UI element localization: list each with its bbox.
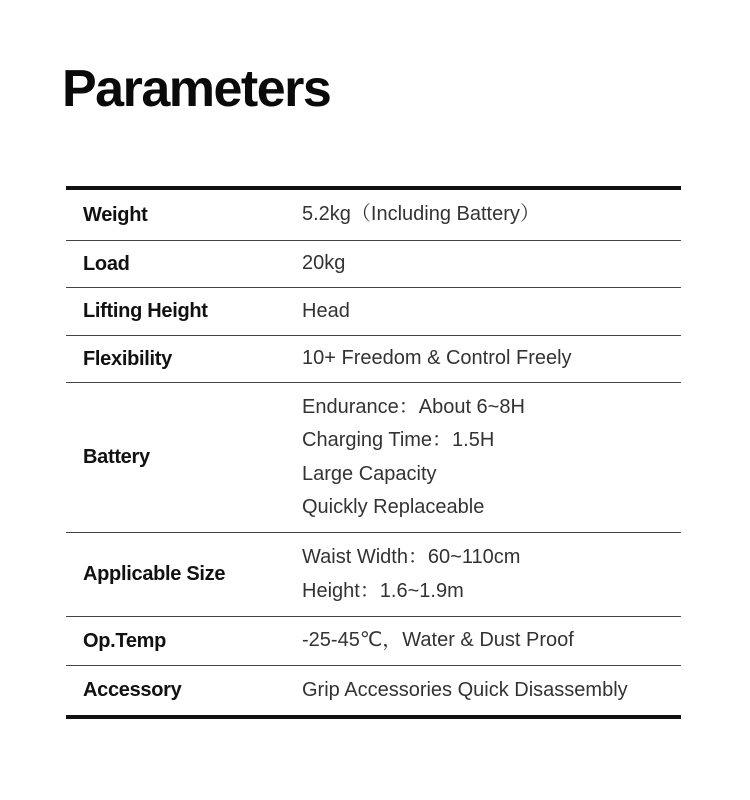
value-line: -25-45℃，Water & Dust Proof [302,629,574,652]
value-line: 20kg [302,252,346,275]
value-line: Head [302,299,350,322]
row-label-applicable-size: Applicable Size [83,563,226,585]
value-line: Grip Accessories Quick Disassembly [302,678,628,701]
row-values-accessory [302,674,681,708]
row-values-op-temp [302,624,681,658]
parameters-table [66,186,681,719]
value-line: Endurance：About 6~8H [302,395,525,418]
row-label-lifting-height: Lifting Height [83,300,208,322]
row-label-load: Load [83,252,130,275]
row-label-battery: Battery [83,446,150,468]
row-values-flexibility [302,342,681,376]
row-values-applicable-size [302,541,681,608]
value-line: 10+ Freedom & Control Freely [302,347,572,370]
table-row-flexibility [66,336,681,383]
row-values-weight [302,198,681,232]
value-line: Charging Time：1.5H [302,429,495,451]
row-label-op-temp: Op.Temp [83,629,167,652]
table-row-load [66,241,681,288]
table-row-op-temp [66,617,681,666]
value-line: Waist Width：60~110cm [302,546,521,568]
value-line: 5.2kg（Including Battery） [302,203,540,226]
table-row-battery [66,383,681,533]
table-row-accessory [66,666,681,715]
value-line: Quickly Replaceable [302,496,485,518]
table-row-weight [66,190,681,241]
row-values-load [302,247,681,281]
row-label-accessory: Accessory [83,679,182,701]
table-row-lifting-height [66,288,681,336]
row-label-flexibility: Flexibility [83,347,172,370]
value-line: Large Capacity [302,462,437,485]
row-label-weight: Weight [83,203,148,226]
row-values-lifting-height [302,295,681,329]
row-values-battery [302,391,681,525]
page-title: Parameters [62,60,331,118]
table-row-applicable-size [66,533,681,617]
value-line: Height：1.6~1.9m [302,579,464,602]
